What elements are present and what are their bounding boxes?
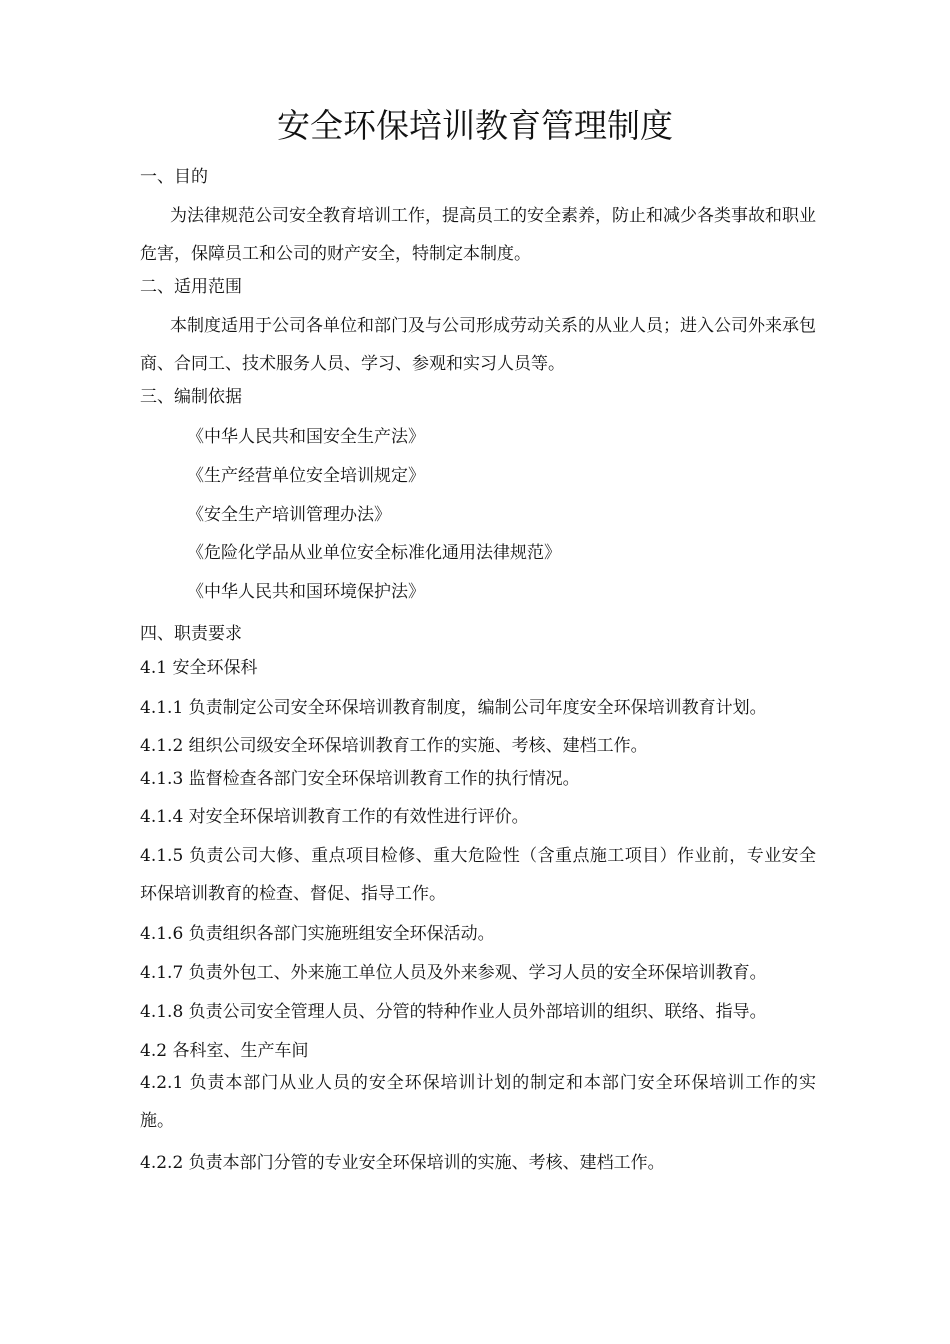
reference-item: 《中华人民共和国安全生产法》	[187, 427, 425, 447]
duty-item: 4.2.1 负责本部门从业人员的安全环保培训计划的制定和本部门安全环保培训工作的实施。	[140, 1073, 816, 1131]
section-heading-duties: 四、职责要求	[140, 624, 242, 644]
duty-item: 4.1.6 负责组织各部门实施班组安全环保活动。	[140, 924, 495, 944]
reference-item: 《安全生产培训管理办法》	[187, 505, 391, 525]
duty-item: 4.1.7 负责外包工、外来施工单位人员及外来参观、学习人员的安全环保培训教育。	[140, 963, 767, 983]
section-heading-basis: 三、编制依据	[140, 387, 242, 407]
subsection-heading-safety-dept: 4.1 安全环保科	[140, 658, 258, 678]
duty-item: 4.1.1 负责制定公司安全环保培训教育制度，编制公司年度安全环保培训教育计划。	[140, 698, 767, 718]
document-title: 安全环保培训教育管理制度	[277, 106, 673, 145]
duty-item: 4.1.2 组织公司级安全环保培训教育工作的实施、考核、建档工作。	[140, 736, 648, 756]
section-text-purpose: 为法律规范公司安全教育培训工作，提高员工的安全素养，防止和减少各类事故和职业危害，保障员工和公司的财产安全，特制定本制度。	[140, 206, 816, 264]
section-heading-scope: 二、适用范围	[140, 277, 242, 297]
reference-item: 《中华人民共和国环境保护法》	[187, 582, 425, 602]
duty-item: 4.1.3 监督检查各部门安全环保培训教育工作的执行情况。	[140, 769, 580, 789]
section-heading-purpose: 一、目的	[140, 167, 208, 187]
reference-item: 《危险化学品从业单位安全标准化通用法律规范》	[187, 543, 561, 563]
duty-item: 4.1.4 对安全环保培训教育工作的有效性进行评价。	[140, 807, 529, 827]
duty-item: 4.1.5 负责公司大修、重点项目检修、重大危险性（含重点施工项目）作业前，专业安全环保培训教育的检查、督促、指导工作。	[140, 846, 816, 904]
subsection-heading-workshops: 4.2 各科室、生产车间	[140, 1041, 309, 1061]
duty-item: 4.1.8 负责公司安全管理人员、分管的特种作业人员外部培训的组织、联络、指导。	[140, 1002, 767, 1022]
reference-item: 《生产经营单位安全培训规定》	[187, 466, 425, 486]
section-text-scope: 本制度适用于公司各单位和部门及与公司形成劳动关系的从业人员；进入公司外来承包商、合同工、技术服务人员、学习、参观和实习人员等。	[140, 316, 816, 374]
duty-item: 4.2.2 负责本部门分管的专业安全环保培训的实施、考核、建档工作。	[140, 1153, 665, 1173]
